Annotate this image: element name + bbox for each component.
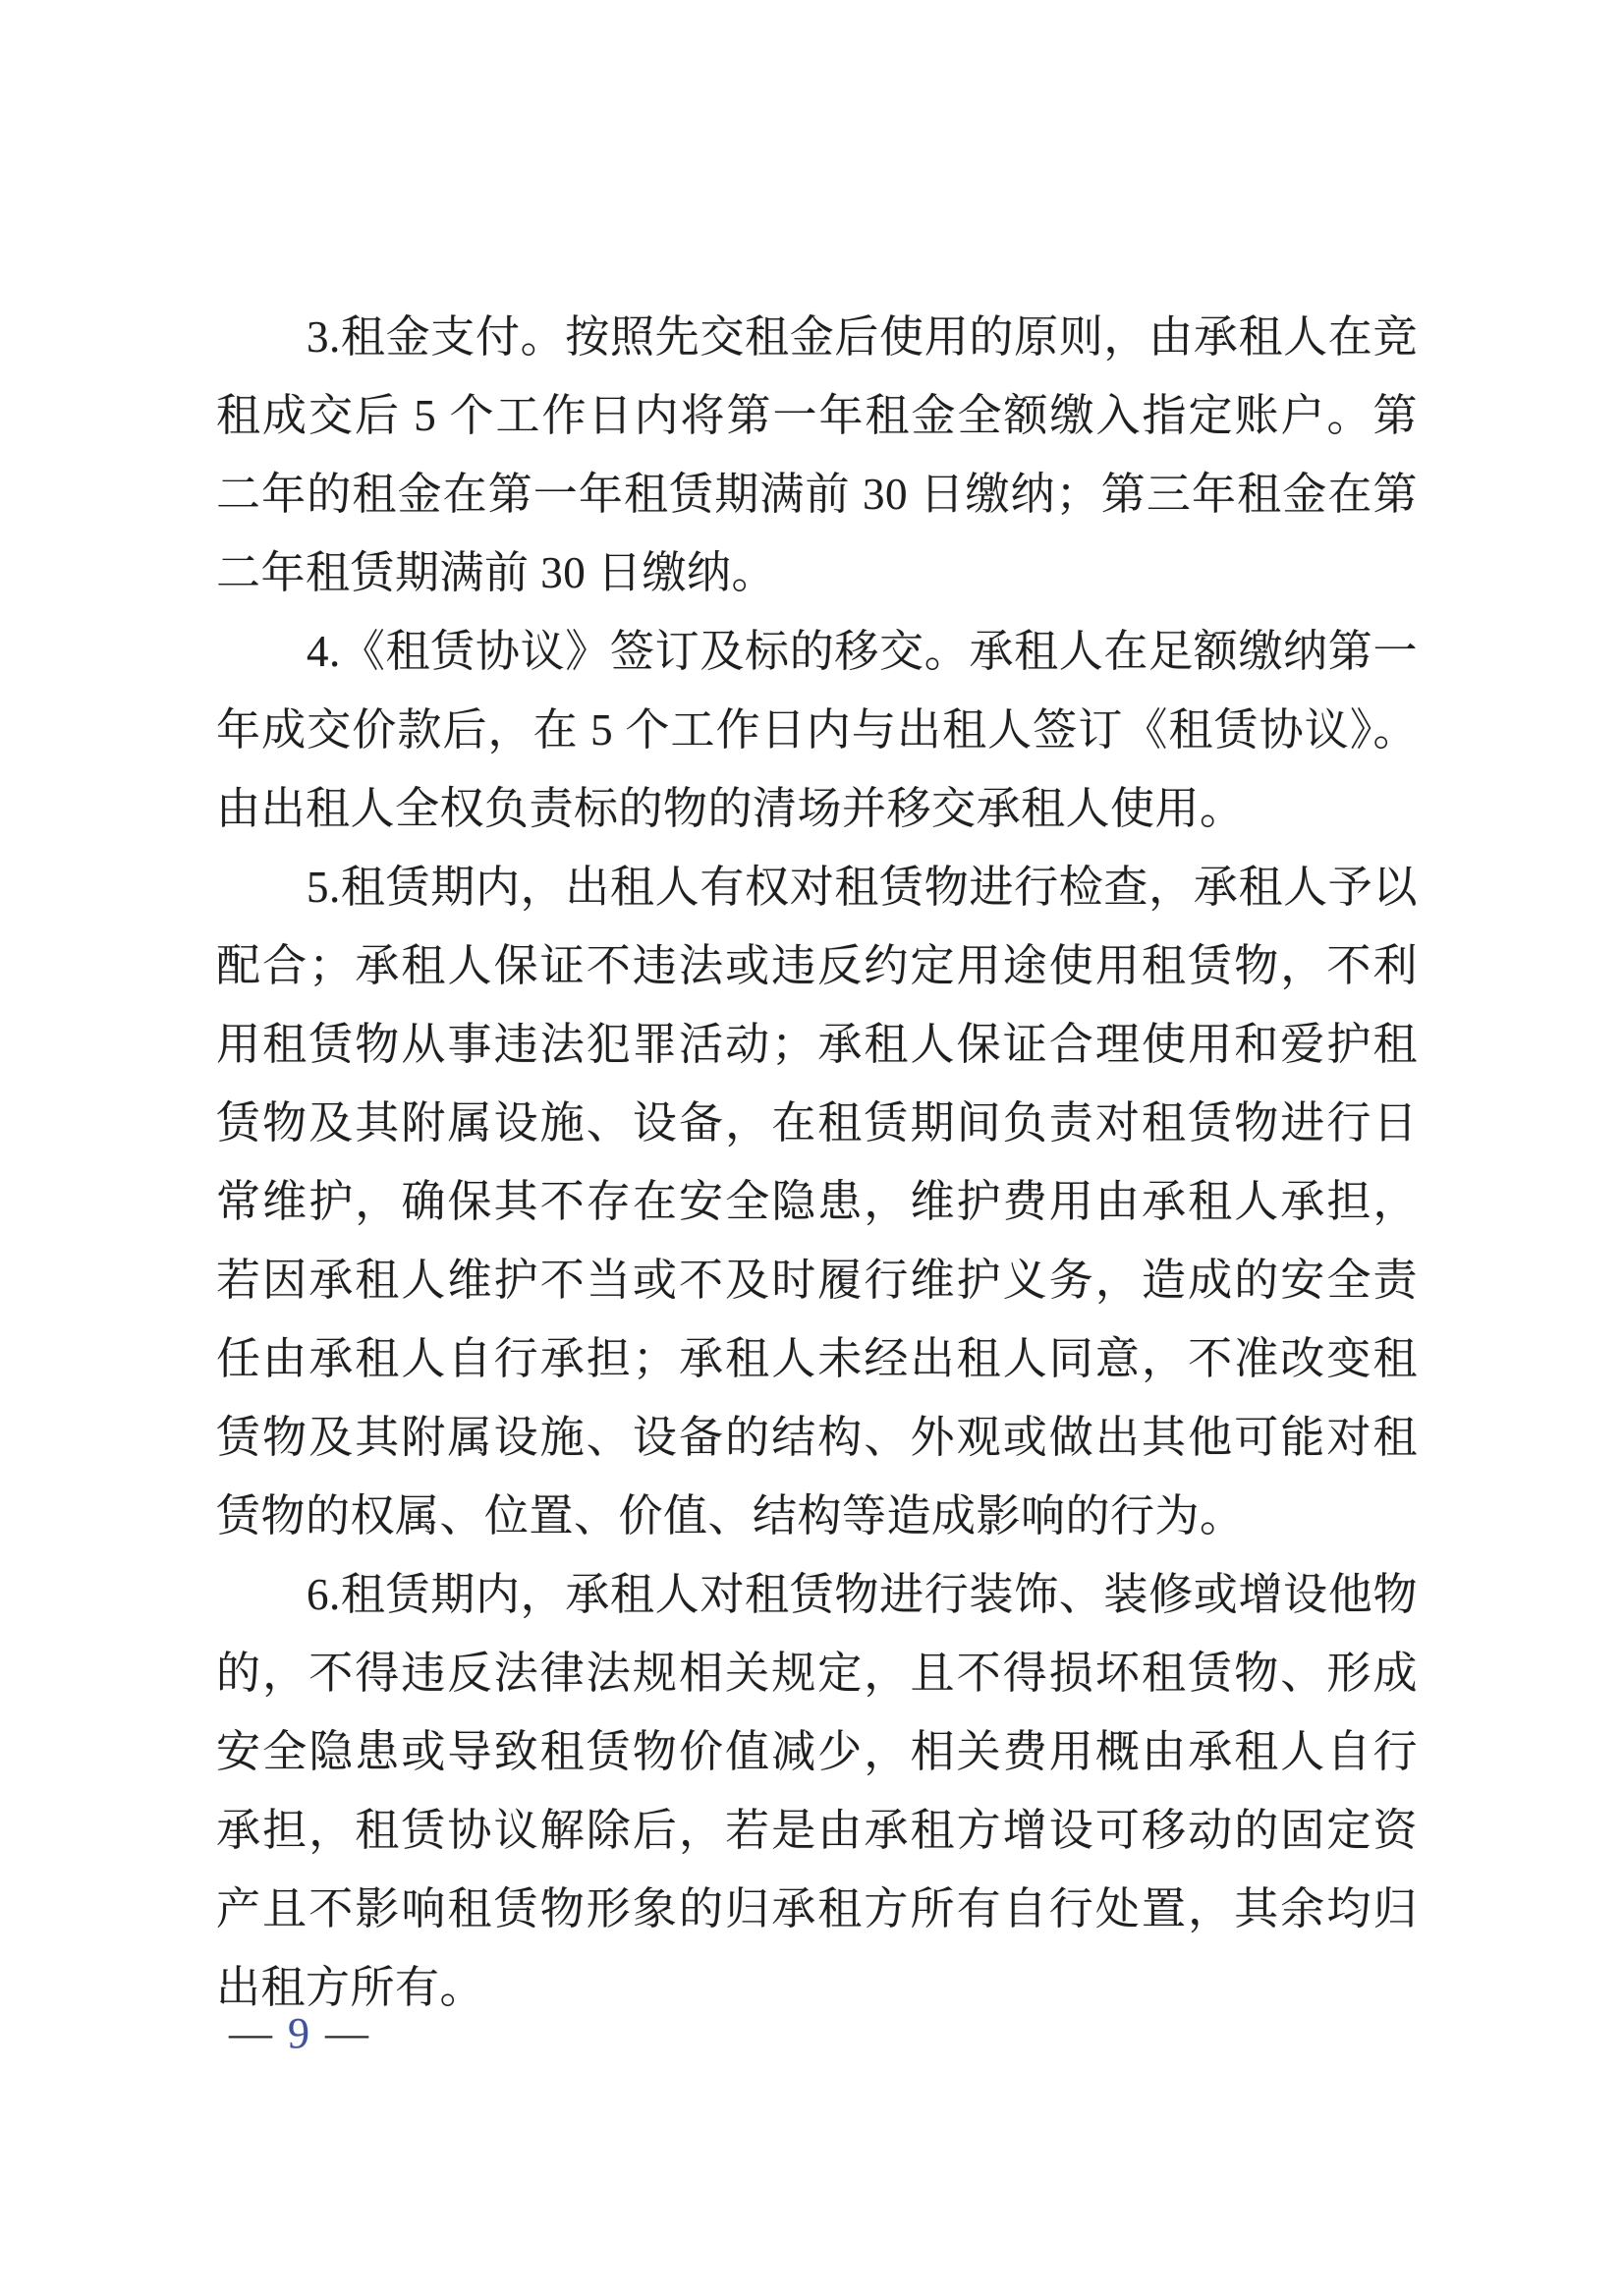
footer-dash-right: —	[325, 2009, 368, 2057]
footer-dash-left: —	[229, 2009, 272, 2057]
page-number: 9	[288, 2009, 309, 2057]
document-body	[216, 298, 1418, 2027]
paragraph-lease-agreement-signing: 4.《租赁协议》签订及标的移交。承租人在足额缴纳第一年成交价款后，在 5 个工作日内与出租人签订《租赁协议》。由出租人全权负责标的物的清场并移交承租人使用。	[216, 627, 1418, 833]
paragraph-rent-payment: 3.租金支付。按照先交租金后使用的原则，由承租人在竞租成交后 5 个工作日内将第一年租金全额缴入指定账户。第二年的租金在第一年租赁期满前 30 日缴纳；第三年租金在第二年租赁期满前 30 日缴纳。	[216, 312, 1418, 597]
paragraph-lease-term-obligations: 5.租赁期内，出租人有权对租赁物进行检查，承租人予以配合；承租人保证不违法或违反约定用途使用租赁物，不利用租赁物从事违法犯罪活动；承租人保证合理使用和爱护租赁物及其附属设施、设备，在租赁期间负责对租赁物进行日常维护，确保其不存在安全隐患，维护费用由承租人承担，若因承租人维护不当或不及时履行维护义务，造成的安全责任由承租人自行承担；承租人未经出租人同意，不准改变租赁物及其附属设施、设备的结构、外观或做出其他可能对租赁物的权属、位置、价值、结构等造成影响的行为。	[216, 863, 1418, 1540]
page-footer	[229, 2004, 368, 2063]
paragraph-decoration-rules: 6.租赁期内，承租人对租赁物进行装饰、装修或增设他物的，不得违反法律法规相关规定，且不得损坏租赁物、形成安全隐患或导致租赁物价值减少，相关费用概由承租人自行承担，租赁协议解除后，若是由承租方增设可移动的固定资产且不影响租赁物形象的归承租方所有自行处置，其余均归出租方所有。	[216, 1570, 1418, 2012]
